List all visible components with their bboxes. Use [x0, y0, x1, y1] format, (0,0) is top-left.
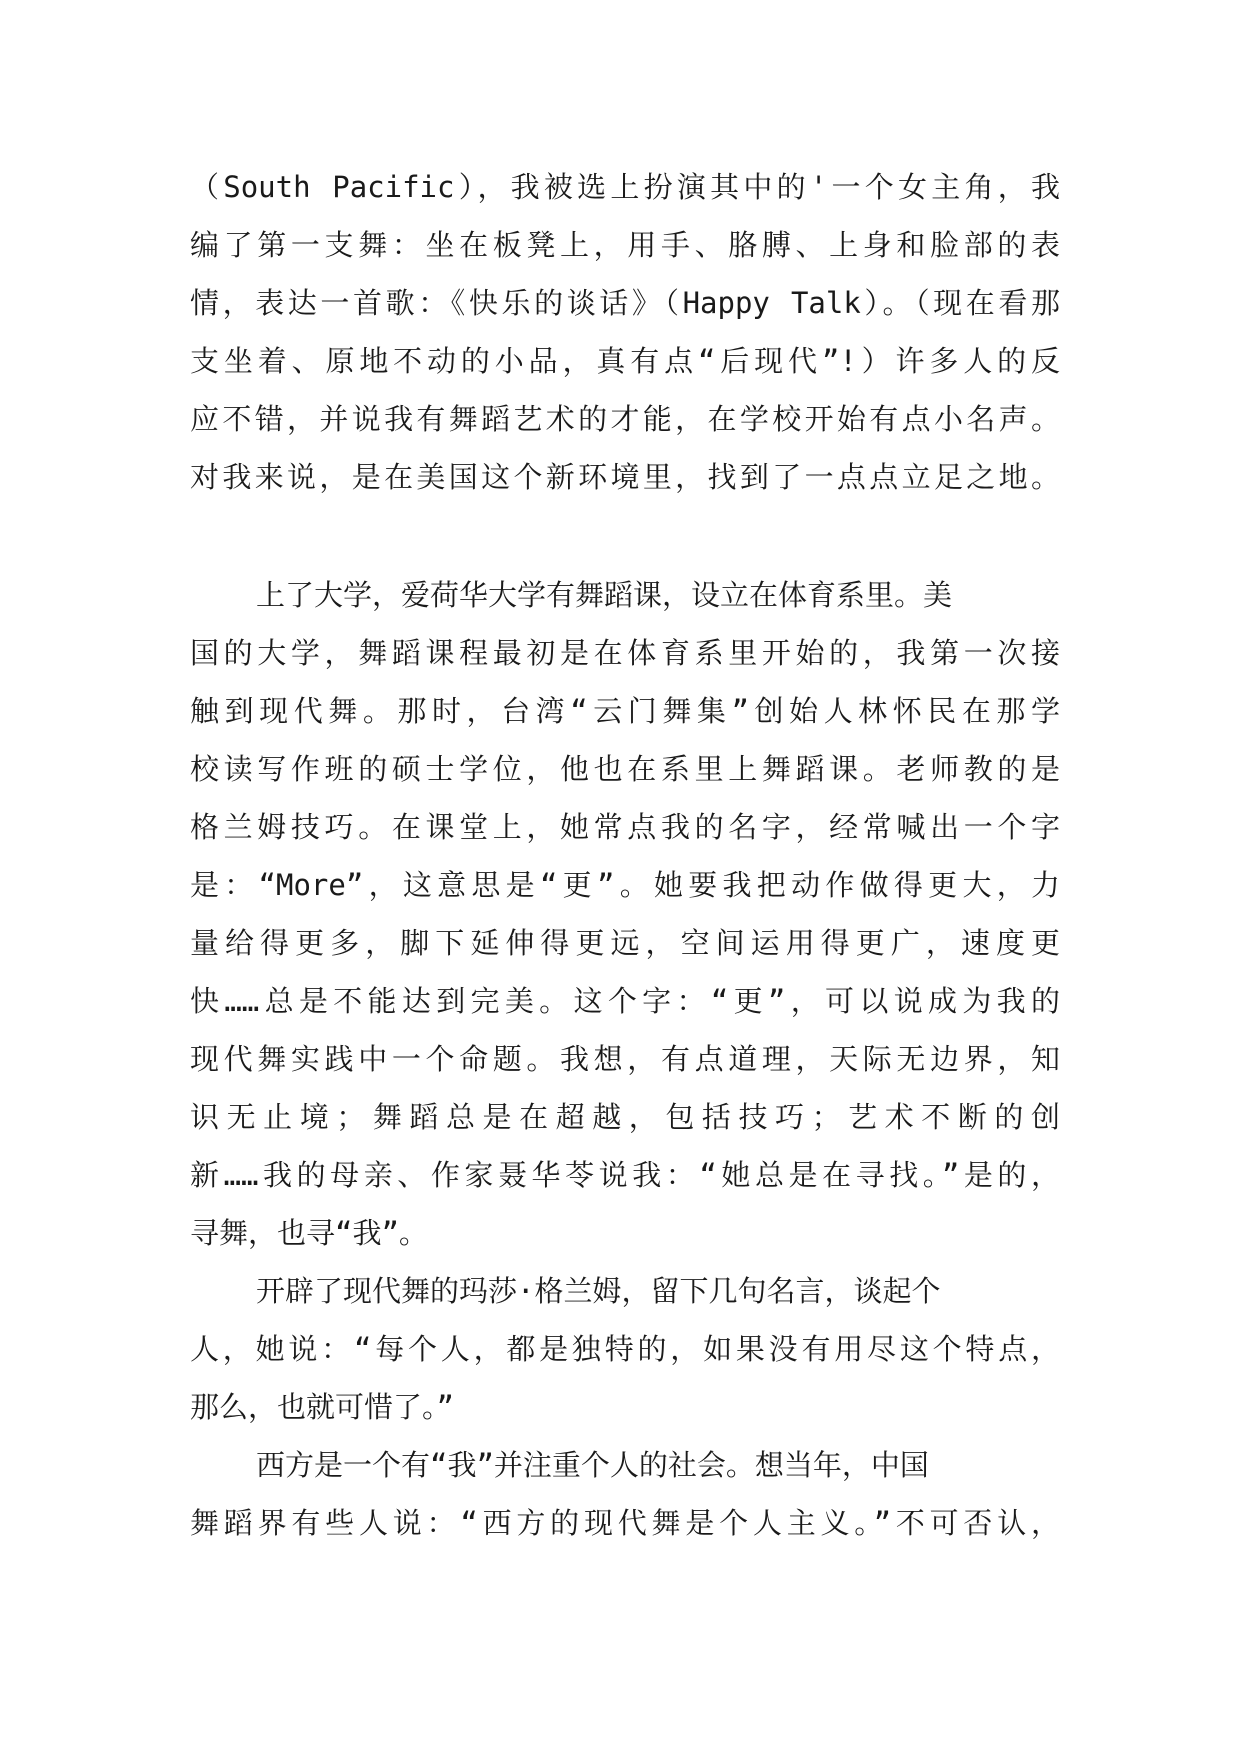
text-line: 新……我的母亲、作家聂华苓说我：“她总是在寻找。”是的， [190, 1158, 1060, 1192]
text-line: 现代舞实践中一个命题。我想，有点道理，天际无边界，知 [190, 1042, 1060, 1076]
text-line: 识无止境；舞蹈总是在超越，包括技巧；艺术不断的创 [190, 1100, 1060, 1134]
text-line: 那么，也就可惜了。” [190, 1390, 454, 1424]
text-line-content: 开辟了现代舞的玛莎·格兰姆，留下几句名言，谈起个 [256, 1274, 941, 1308]
text-line-content: 上了大学，爱荷华大学有舞蹈课，设立在体育系里。美 [256, 578, 953, 612]
text-line: （South Pacific），我被选上扮演其中的'一个女主角，我 [190, 170, 1060, 204]
text-line: 舞蹈界有些人说：“西方的现代舞是个人主义。”不可否认， [190, 1506, 1060, 1540]
text-line [190, 566, 1060, 624]
text-line: 编了第一支舞：坐在板凳上，用手、胳膊、上身和脸部的表 [190, 228, 1060, 262]
text-line: 寻舞，也寻“我”。 [190, 1216, 428, 1250]
text-line: 校读写作班的硕士学位，他也在系里上舞蹈课。老师教的是 [190, 752, 1060, 786]
text-block-top [190, 158, 1060, 506]
text-line: 情，表达一首歌：《快乐的谈话》（Happy Talk）。（现在看那 [190, 286, 1060, 320]
text-line: 格兰姆技巧。在课堂上，她常点我的名字，经常喊出一个字 [190, 810, 1060, 844]
text-line: 是：“More”，这意思是“更”。她要我把动作做得更大，力 [190, 868, 1060, 902]
text-line: 应不错，并说我有舞蹈艺术的才能，在学校开始有点小名声。 [190, 402, 1060, 436]
text-line: 触到现代舞。那时，台湾“云门舞集”创始人林怀民在那学 [190, 694, 1060, 728]
text-line-content: 西方是一个有“我”并注重个人的社会。想当年，中国 [256, 1448, 929, 1482]
text-line: 快……总是不能达到完美。这个字：“更”，可以说成为我的 [190, 984, 1060, 1018]
text-line: 量给得更多，脚下延伸得更远，空间运用得更广，速度更 [190, 926, 1060, 960]
text-line: 国的大学，舞蹈课程最初是在体育系里开始的，我第一次接 [190, 636, 1060, 670]
text-line [190, 1262, 1060, 1320]
text-block-bottom [190, 566, 1060, 1552]
text-line: 人，她说：“每个人，都是独特的，如果没有用尽这个特点， [190, 1332, 1060, 1366]
text-line [190, 1436, 1060, 1494]
text-line: 支坐着、原地不动的小品，真有点“后现代”!）许多人的反 [190, 344, 1060, 378]
text-line: 对我来说，是在美国这个新环境里，找到了一点点立足之地。 [190, 460, 1060, 494]
